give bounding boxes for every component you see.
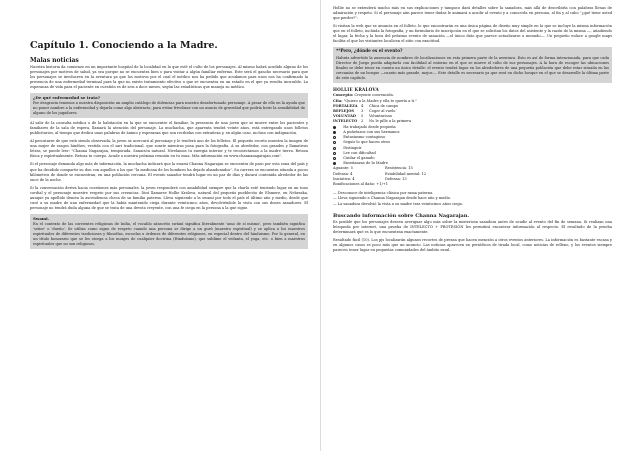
skill-dot-icon	[333, 131, 336, 134]
paragraph: Nuestra historia da comienzo en un importante hospital de la localidad en la que esté el culto de los personajes. Al mismo habrá acudido alguno de los personajes por motivos de salud, ya sea porque no se encuentra bien o para visitar a algún familiar enfermo. Este será el gancho necesario para que los personajes se involucren en la aventura ya que los motivos por el cual el médico nos ha pedido que acudamos para unos nos ha confirmado la presencia de una enfermedad terminal para la que no existe tratamiento efectivo o que se encuentra en un estado en el que ya resulta incurable. La esperanza de vida para el paciente en cuestión es de seis a doce meses, según las estadísticas que maneja su médico.	[30, 65, 308, 90]
attribute-row: REFLEJOS 3 Coger al vuelo	[333, 109, 396, 114]
skill-row: Cuidar el ganado	[333, 156, 612, 161]
skill-dot-icon	[333, 152, 336, 155]
chapter-title: Capítulo 1. Conociendo a la Madre.	[30, 40, 218, 51]
skill-row: Distinguir	[333, 146, 612, 151]
character-name: HOLLIE KRALOVA	[333, 87, 379, 93]
derived-stats-row: Iniciativa: 4 Defensa: 13	[333, 176, 407, 181]
sidebar-box-swami	[30, 214, 308, 249]
character-concept: Concepto: Creyente convencida.	[333, 93, 394, 98]
skill-row: Lee con dificultad	[333, 151, 612, 156]
sidebar-box-text: En el contexto de las corrientes religiosas de India, el vocablo sánscrito swāmī significa literalmente 'amo de sí mismo', pero también significa 'señor' o 'dueño'. Se utiliza como signo de respeto cuando una persona se dirige a un gurú (maestro espiritual) y se aplica a los maestros espirituales de diferentes tradiciones y filosofías, escuelas u órdenes de diferentes religiones, en especial dentro del hinduismo. Por lo general, en un título honorario que se les otorga a los monjes de cualquier doctrina (Hinduismo), que sublime el vedanta, el yoga, etc. o bien a maestros espirituales que no son religiosos.	[33, 221, 305, 246]
paragraph: Al salir de la consulta médica o de la habitación en la que se encuentre el familiar, la presencia de una joven que se mueve entre los pacientes y familiares de la sala de espera, llamará la atención del personaje. La muchacha, que aparenta tendrá veinte años, está entregando unos folletos publicitarios, al tiempo que dedica unas palabras de ánimo y esperanza que son recibidas con extrañeza y, en algún caso, incluso con indignación.	[30, 121, 308, 136]
skill-row: Entusiasmo contagioso	[333, 135, 612, 140]
sidebar-box-title: Swami.	[33, 215, 50, 221]
character-note: — Lleva siguiendo a Channa Nagarajan desde hace año y medio.	[333, 196, 451, 201]
section-title-buscando: Buscando información sobre Channa Nagarajan.	[333, 213, 470, 220]
skill-row: Ha trabajado desde pequeña	[333, 125, 612, 130]
paragraph: Resultado fácil (10). Los pjs localizarán algunos recortes de prensa que hacen mención a otros eventos anteriores. La información es bastante escasa y en algunos casos es poco más que un anuncio. Las noticias aparecen en periódicos de tirada local, como noticias de relleno, y los eventos siempre parecen tener lugar en pequeñas comunidades del ámbito rural.	[333, 238, 612, 253]
skill-row: Seguir lo que hacen otros	[333, 140, 612, 145]
skill-row: Enseñanzas de la Madre	[333, 161, 612, 166]
paragraph: Es posible que los personajes deseen averiguar algo más sobre la misteriosa sanadora antes de acudir al evento del fin de semana. Si realizan una búsqueda por internet, una prueba de INTELECTO + PROTESIÓN les permitirá encontrar información al respecto. El resultado de la prueba determinará qué es lo que encuentran exactamente.	[333, 220, 612, 235]
skill-dot-icon	[333, 126, 336, 129]
paragraph: Si el personaje demanda algo más de información, la muchacha indicará que la swami Channa Nagarajan se encuentra de paso por esta zona del país y que ha decidido compartir su don con aquellos a los que "la medicina de los hombres ha dejado abandonados". Su carrera se encuentra situada a pocos kilómetros de donde se encuentran, en una población cercana. El evento sanador tendrá lugar en un par de días y durará contenida alrededor de las once de la noche.	[30, 162, 308, 182]
skill-dot-icon	[333, 136, 336, 139]
section-title-malas-noticias: Malas noticias	[30, 57, 79, 64]
skill-dot-icon	[333, 141, 336, 144]
derived-stats-row: Aguante: 5 Resistencia: 15	[333, 166, 413, 171]
paragraph: Al percatarse de que está siendo observada, la joven se acercará al personaje y le tenderá uno de los folletos. El pequeño escrito muestra la imagen de una mujer de rasgos hindúes, vestida con el sari tradicional, que sonríe mientras posa para la fotografía. A su alrededor, con grandes y llamativas letras, se puede leer: "Channa Nagarajan, temporada. Sanación natural. Nivelamos tu energía interior y te reconectamos a la madre tierra. Retoza física y espiritualmente. Retoza tu cuerpo. Acude a nuestra próxima reunión en tu zona. Más información en www.channanagarajan.com".	[30, 139, 308, 159]
sidebar-box-title: ¿De qué enfermedad se trata?	[33, 95, 101, 101]
attribute-row: VOLUNTAD 5 Voluntariosa	[333, 114, 392, 119]
sidebar-box-title-evento: **Pero, ¿dónde es el evento?	[333, 47, 612, 54]
skill-dot-icon	[333, 157, 336, 160]
skill-dot-icon	[333, 162, 336, 165]
sidebar-box-evento	[333, 54, 612, 83]
skill-dot-icon	[333, 147, 336, 150]
sidebar-box-text: Habrás advertido la ausencia de nombres de localizaciones en esta primera parte de la aventura. Esto es así de forma intencionada, para que cada Director de Juego pueda adaptarla con facilidad al entorno en el que se mueve el culto de sus personajes. A la hora de escoger las ubicaciones finales se debe tener en cuenta un único detalle: el evento tendrá lugar en los alrededores de una pequeña población que debe estar situada en las cercanías de un bosque —cuanto más grande, mejor—. Este detalle es necesario ya que será en dicho bosque en el que se desarrolle la última parte de este capítulo.	[336, 56, 609, 81]
character-note: — La sanadora devolvió la vista a su madre tras veinticinco años ciega.	[333, 202, 463, 207]
damage-bonus: Bonificaciones al daño: +1/+1	[333, 181, 389, 186]
paragraph: Hollie no se extenderá mucho más en sus explicaciones y tampoco dará detalles sobre la sanadora, más allá de describirla con palabras llenas de admiración y respeto. Si el personaje aún parece tener dudas le animará a acudir al evento y a conocerla en persona, al fin y al cabo "¿qué tiene usted que perder?".	[333, 6, 612, 21]
paragraph: Si visitan la web que se anuncia en el folleto, lo que encontrarán es una única página de diseño muy simple en la que se incluye la misma información que en el folleto, incluida la fotografía, y un formulario de inscripción en el que se solicitan los datos del asistente y la razón de la misma —, añadiendo el lugar, la fecha y la hora del próximo evento de sanación —el único dato que parece actualizarse a menudo—. Un pequeño enlace a google maps facilita el que los visitantes localicen el sitio con exactitud.	[333, 24, 612, 44]
character-quote: Cita: "Quiero a la Madre y ella te quería a ti."	[333, 98, 417, 103]
right-page	[320, 0, 640, 451]
character-note: — Desconoce de inteligencia clásica por rama paterna.	[333, 190, 434, 195]
attribute-row: FORTALEZA 4 Chica de campo	[333, 103, 399, 108]
paragraph: Si la conversación deriva hacia cuestiones más personales, la joven responderá con amabilidad siempre que la charla esté teniendo lugar en un tono cordial y el personaje muestre respeto por sus creencias. Dirá llamarse Hollie Kralova, natural del pequeño pueblecito de Elsmere, en Nebraska, aunque ya apellido denota la ascendencia checa de su familia paterna. Lleva siguiendo a la swami por todo el país el último año y medio, desde que curó a su madre de una enfermedad que la había mantenido ciega durante veinticinco años, devolviéndole la vista con sus dones sanadores. El personaje no tendrá duda alguna de que se trata de una devota creyente, con una fe ciega en la persona a la que sigue.	[30, 185, 308, 210]
character-stat-block	[333, 87, 612, 207]
attribute-row: INTELECTO 2 No le pille a la primera	[333, 119, 412, 124]
skill-row: A puñetazos con sus hermanos	[333, 130, 612, 135]
derived-stats-row: Defensa: 4 Estabilidad mental: 12	[333, 171, 427, 176]
sidebar-box-text: Por desgracia tenemos a nuestra disposición un amplio catálogo de dolencias para nuestro desafortunado personaje. A pesar de ello en la ayuda que no poner nombre a la enfermedad y dejarla como algo abstracto, para evitar frivolizar con un asunto de gravedad que podría herir la sensibilidad de alguno de los jugadores.	[33, 101, 305, 116]
sidebar-box-enfermedad	[30, 93, 308, 118]
